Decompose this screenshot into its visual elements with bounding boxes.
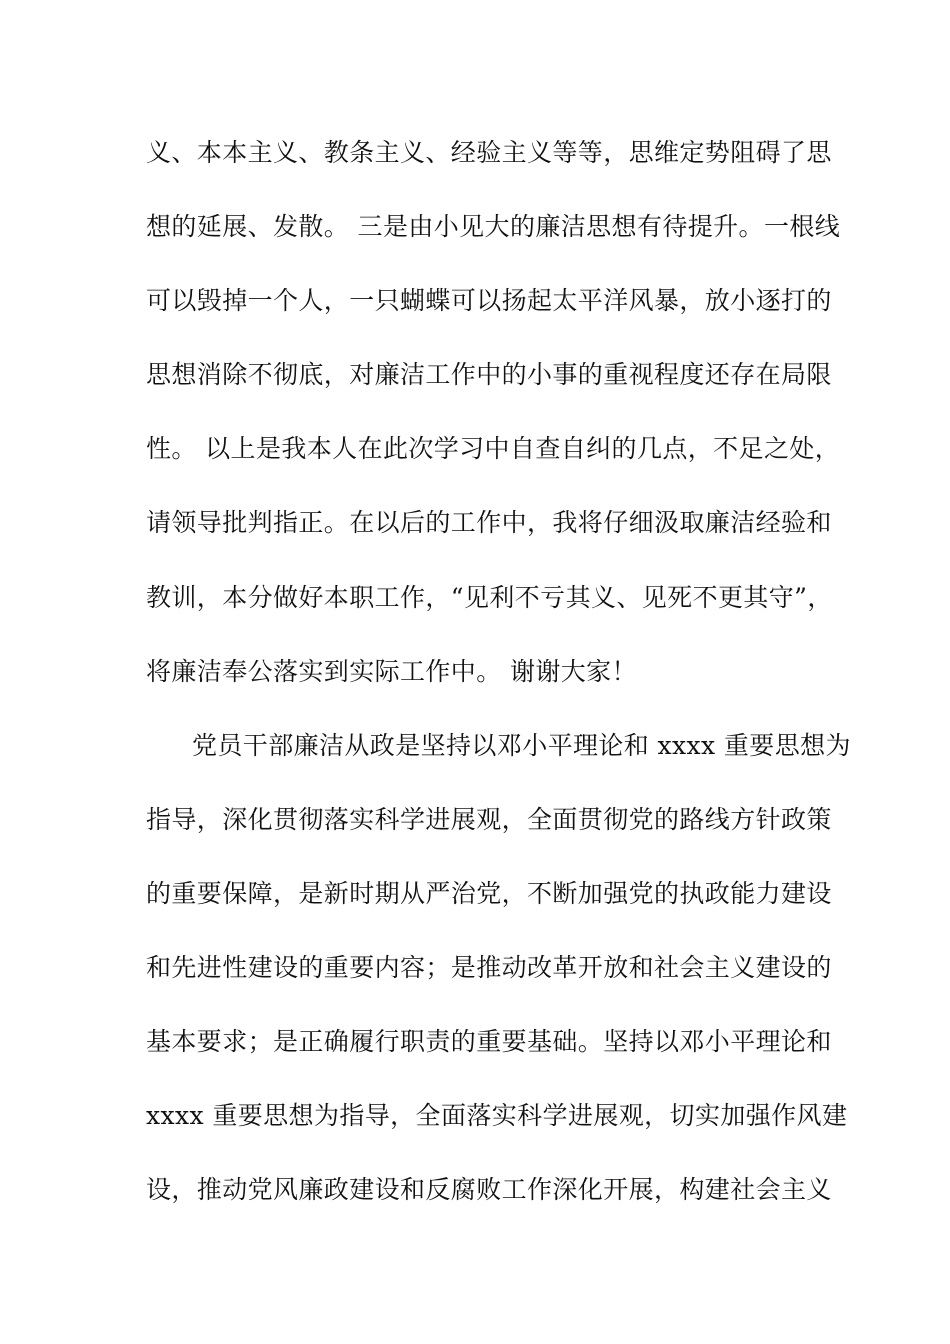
text-line: 思想消除不彻底，对廉洁工作中的小事的重视程度还存在局限 (146, 360, 832, 390)
text-line: 义、本本主义、教条主义、经验主义等等，思维定势阻碍了思 (146, 138, 832, 167)
text-line: 和先进性建设的重要内容；是推动改革开放和社会主义建设的 (146, 953, 832, 983)
text-line: 设，推动党风廉政建设和反腐败工作深化开展，构建社会主义 (146, 1175, 832, 1205)
paragraph-first-line: 党员干部廉洁从政是坚持以邓小平理论和 xxxx 重要思想为 (192, 730, 851, 760)
text-line: 将廉洁奉公落实到实际工作中。 谢谢大家！ (146, 656, 637, 686)
text-line: 教训，本分做好本职工作，“见利不亏其义、见死不更其守”， (146, 582, 833, 612)
text-line: 性。 以上是我本人在此次学习中自查自纠的几点，不足之处， (146, 434, 841, 464)
text-line: 基本要求；是正确履行职责的重要基础。坚持以邓小平理论和 (146, 1027, 832, 1057)
text-line: 指导，深化贯彻落实科学进展观，全面贯彻党的路线方针政策 (146, 804, 832, 834)
text-line: 的重要保障，是新时期从严治党，不断加强党的执政能力建设 (146, 878, 832, 908)
text-line: 想的延展、发散。 三是由小见大的廉洁思想有待提升。一根线 (146, 212, 841, 242)
text-line: 可以毁掉一个人，一只蝴蝶可以扬起太平洋风暴，放小逐打的 (146, 286, 832, 316)
text-line: xxxx 重要思想为指导，全面落实科学进展观，切实加强作风建 (146, 1101, 848, 1131)
body-text (146, 128, 851, 1239)
text-line: 请领导批判指正。在以后的工作中，我将仔细汲取廉洁经验和 (146, 508, 832, 538)
